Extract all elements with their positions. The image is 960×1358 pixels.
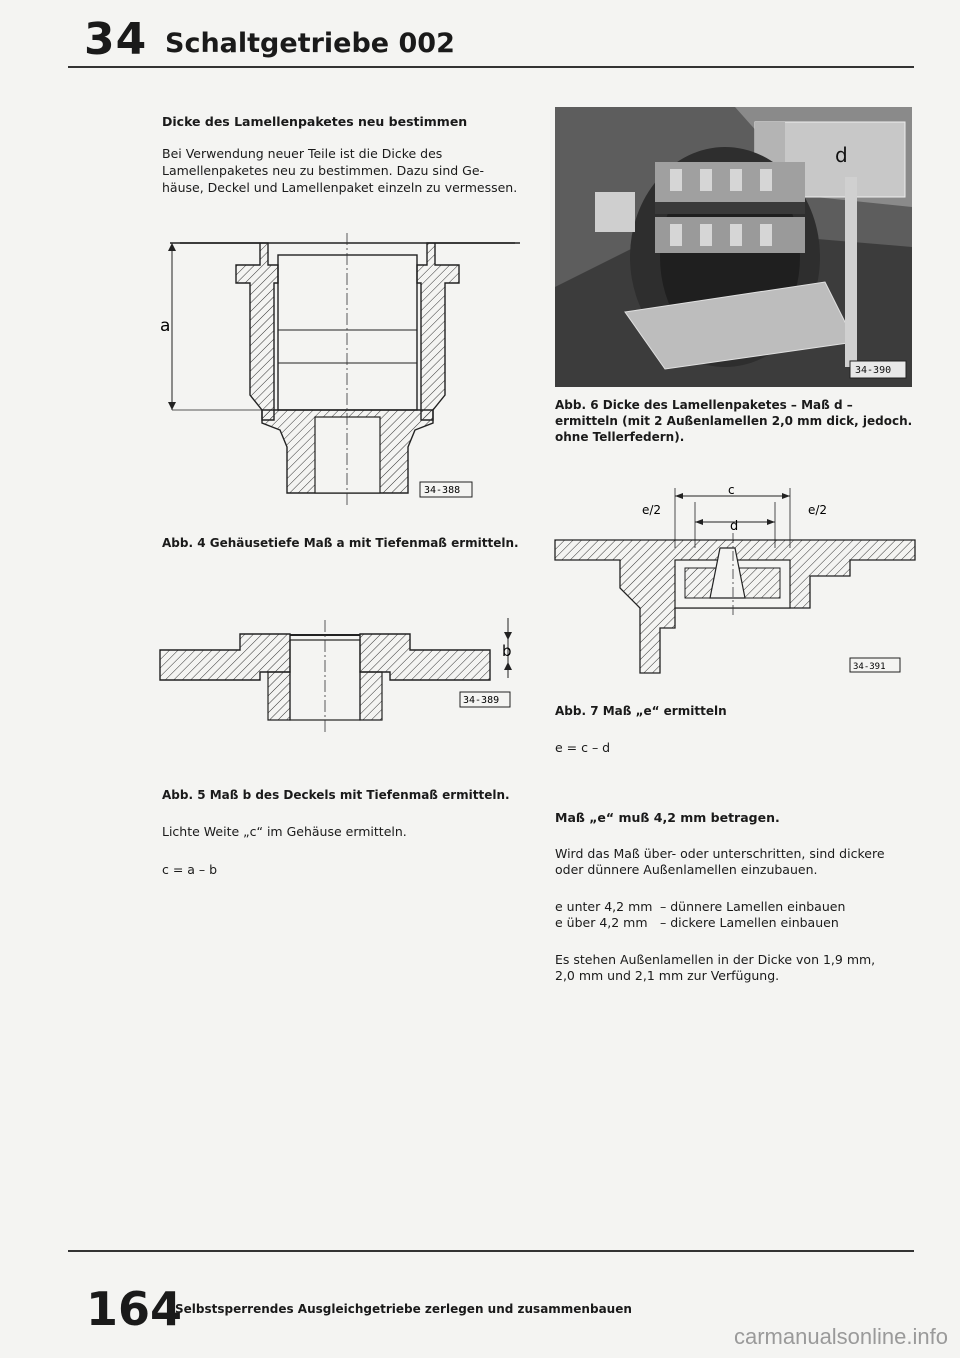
figure-6-caption-1: Abb. 6 Dicke des Lamellenpaketes – Maß d – (555, 398, 853, 412)
intro-line-3: häuse, Deckel und Lamellenpaket einzeln zu vermessen. (162, 180, 518, 195)
action-under: – dünnere Lamellen einbauen (660, 899, 846, 914)
mass-e-statement: Maß „e“ muß 4,2 mm betragen. (555, 810, 780, 825)
figure-6-caption-3: ohne Tellerfedern). (555, 430, 685, 444)
availability-line-1: Es stehen Außenlamellen in der Dicke von 1,9 mm, (555, 952, 876, 967)
formula-c: c = a – b (162, 862, 218, 877)
wird-line-2: oder dünnere Außenlamellen einzubauen. (555, 862, 818, 877)
figure-5-cover-section (150, 610, 530, 740)
figure-5-caption: Abb. 5 Maß b des Deckels mit Tiefenmaß ermitteln. (162, 788, 510, 802)
rule-row-under (555, 899, 845, 915)
availability-line-2: 2,0 mm und 2,1 mm zur Verfügung. (555, 968, 780, 983)
dimension-a-label: a (160, 316, 171, 336)
dimension-e-half-left: e/2 (642, 503, 662, 517)
dimension-e-half-right: e/2 (808, 503, 828, 517)
figure-4-ref: 34-388 (424, 485, 461, 496)
action-over: – dickere Lamellen einbauen (660, 915, 839, 930)
dimension-b-label: b (502, 642, 512, 660)
figure-5-ref: 34-389 (463, 695, 500, 706)
page-number: 164 (86, 1282, 183, 1336)
condition-over: e über 4,2 mm (555, 915, 648, 930)
figure-7-ref: 34-391 (853, 662, 886, 672)
footer-rule (68, 1250, 914, 1252)
figure-6-caption-2: ermitteln (mit 2 Außenlamellen 2,0 mm dick, jedoch. (555, 414, 913, 428)
figure-4-caption: Abb. 4 Gehäusetiefe Maß a mit Tiefenmaß ermitteln. (162, 536, 519, 550)
rule-row-over (555, 915, 839, 931)
dimension-d-label-2: d (730, 519, 739, 534)
dimension-c-label: c (728, 483, 735, 497)
figure-7-caption: Abb. 7 Maß „e“ ermitteln (555, 704, 727, 718)
header-rule (68, 66, 914, 68)
dimension-d-label: d (835, 143, 848, 167)
figure-6-photo (555, 107, 912, 387)
section-heading: Dicke des Lamellenpaketes neu bestimmen (162, 114, 468, 129)
condition-under: e unter 4,2 mm (555, 899, 653, 914)
chapter-number: 34 (84, 14, 148, 65)
page-title: Schaltgetriebe 002 (165, 28, 455, 59)
footer-text: Selbstsperrendes Ausgleichgetriebe zerlegen und zusammenbauen (175, 1302, 632, 1316)
intro-line-2: Lamellenpaketes neu zu bestimmen. Dazu sind Ge- (162, 163, 485, 178)
lichte-weite-text: Lichte Weite „c“ im Gehäuse ermitteln. (162, 824, 407, 839)
figure-7-assembly-section (550, 478, 930, 678)
figure-4-housing-section (150, 225, 530, 510)
watermark: carmanualsonline.info (733, 1324, 948, 1349)
formula-e: e = c – d (555, 740, 611, 755)
figure-6-ref: 34-390 (855, 365, 892, 376)
wird-line-1: Wird das Maß über- oder unterschritten, sind dickere (555, 846, 885, 861)
intro-line-1: Bei Verwendung neuer Teile ist die Dicke des (162, 146, 443, 161)
